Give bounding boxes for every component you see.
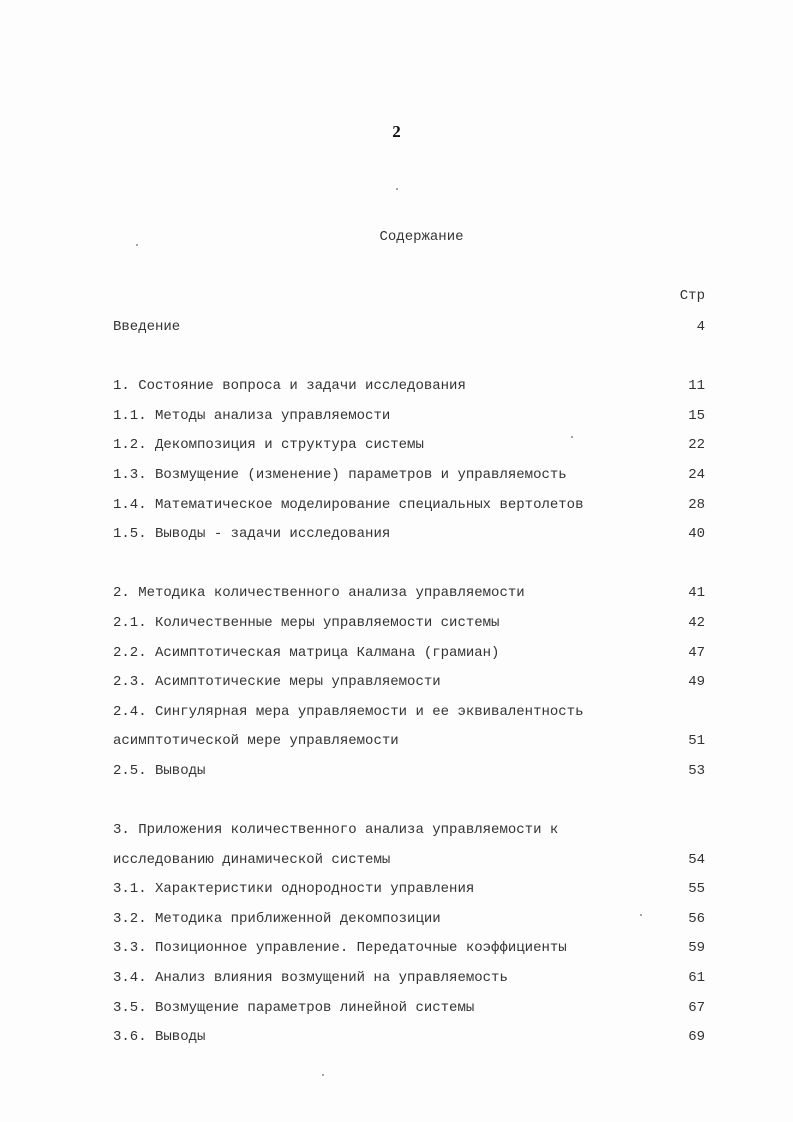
toc-entry-text: 2.2. Асимптотическая матрица Калмана (грамиан) [113, 644, 500, 661]
toc-entry-text: 1.5. Выводы - задачи исследования [113, 526, 391, 543]
toc-entry-text: 3.2. Методика приближенной декомпозиции [113, 910, 441, 927]
toc-entry-page: 59 [688, 940, 705, 957]
toc-entry-text: 3. Приложения количественного анализа управляемости к [113, 822, 559, 839]
toc-entry [113, 318, 705, 348]
toc-entry [113, 496, 705, 526]
toc-entry-text: Введение [113, 319, 181, 335]
toc-entry [113, 407, 705, 437]
toc-entry-page: 51 [688, 733, 705, 750]
toc-title: Содержание [379, 229, 464, 245]
toc-entry-text: 1.1. Методы анализа управляемости [113, 407, 391, 424]
toc-entry-page: 53 [688, 762, 705, 779]
toc-entry [113, 939, 705, 969]
scan-speck [396, 188, 398, 190]
toc-entry [113, 466, 705, 496]
toc-entry-page: 49 [688, 674, 705, 691]
toc-entry-text: 3.4. Анализ влияния возмущений на управляемость [113, 970, 508, 987]
toc-entry-page: 69 [688, 1029, 705, 1046]
toc-entry-text: 1.4. Математическое моделирование специальных вертолетов [113, 496, 584, 513]
toc-entry-page: 41 [688, 585, 705, 602]
toc-entry-text: 2.5. Выводы [113, 762, 206, 779]
toc-entry-text: 3.5. Возмущение параметров линейной системы [113, 999, 475, 1016]
toc-entry-page: 15 [688, 407, 705, 424]
scan-speck [640, 914, 642, 916]
toc-entry-text: 2.3. Асимптотические меры управляемости [113, 674, 441, 691]
toc-entry [113, 999, 705, 1029]
toc-entry [113, 732, 705, 762]
scan-speck [571, 436, 573, 438]
toc-entry-text: 2. Методика количественного анализа управляемости [113, 585, 525, 602]
toc-entry [113, 821, 705, 851]
toc-entry-text: 2.4. Сингулярная мера управляемости и ее эквивалентность [113, 703, 584, 720]
page-number: 2 [392, 122, 401, 141]
toc-entry [113, 673, 705, 703]
toc-entry [113, 703, 705, 733]
toc-entry [113, 525, 705, 555]
toc-entry-text: 1. Состояние вопроса и задачи исследования [113, 378, 466, 395]
toc-entry-page: 55 [688, 881, 705, 898]
scan-speck [322, 1074, 324, 1076]
toc-entry-page: 24 [688, 466, 705, 483]
toc-entry [113, 969, 705, 999]
toc-entry-text: 3.1. Характеристики однородности управления [113, 881, 475, 898]
toc-entry [113, 851, 705, 881]
toc-entry-page: 56 [688, 910, 705, 927]
toc-entry-page: 61 [688, 970, 705, 987]
toc-entry-page: 54 [688, 851, 705, 868]
toc-entry-text: 3.3. Позиционное управление. Передаточные коэффициенты [113, 940, 567, 957]
toc-entry [113, 910, 705, 940]
toc-entry [113, 762, 705, 792]
toc-entry-page: 40 [688, 526, 705, 543]
toc-entry [113, 1028, 705, 1058]
toc-entry-page: 47 [688, 644, 705, 661]
toc-entry [113, 644, 705, 674]
toc-entry-page: 42 [688, 614, 705, 631]
toc-entry [113, 377, 705, 407]
toc-entry-text: асимптотической мере управляемости [113, 733, 399, 750]
toc-entry-text: исследованию динамической системы [113, 851, 391, 868]
toc-entry [113, 584, 705, 614]
toc-entry-page: 11 [688, 378, 705, 395]
toc-entry-page: 4 [696, 319, 705, 335]
toc-entry-page: 28 [688, 496, 705, 513]
toc-entry-text: 2.1. Количественные меры управляемости системы [113, 614, 500, 631]
table-of-contents [113, 318, 705, 1058]
toc-entry [113, 614, 705, 644]
toc-entry-page: 67 [688, 999, 705, 1016]
toc-entry [113, 436, 705, 466]
toc-entry-page: 22 [688, 437, 705, 454]
toc-entry-text: 3.6. Выводы [113, 1029, 206, 1046]
scan-speck [136, 244, 138, 246]
page-column-header: Стр [679, 288, 705, 304]
toc-entry-text: 1.2. Декомпозиция и структура системы [113, 437, 424, 454]
toc-entry-text: 1.3. Возмущение (изменение) параметров и управляемость [113, 466, 567, 483]
toc-entry [113, 880, 705, 910]
